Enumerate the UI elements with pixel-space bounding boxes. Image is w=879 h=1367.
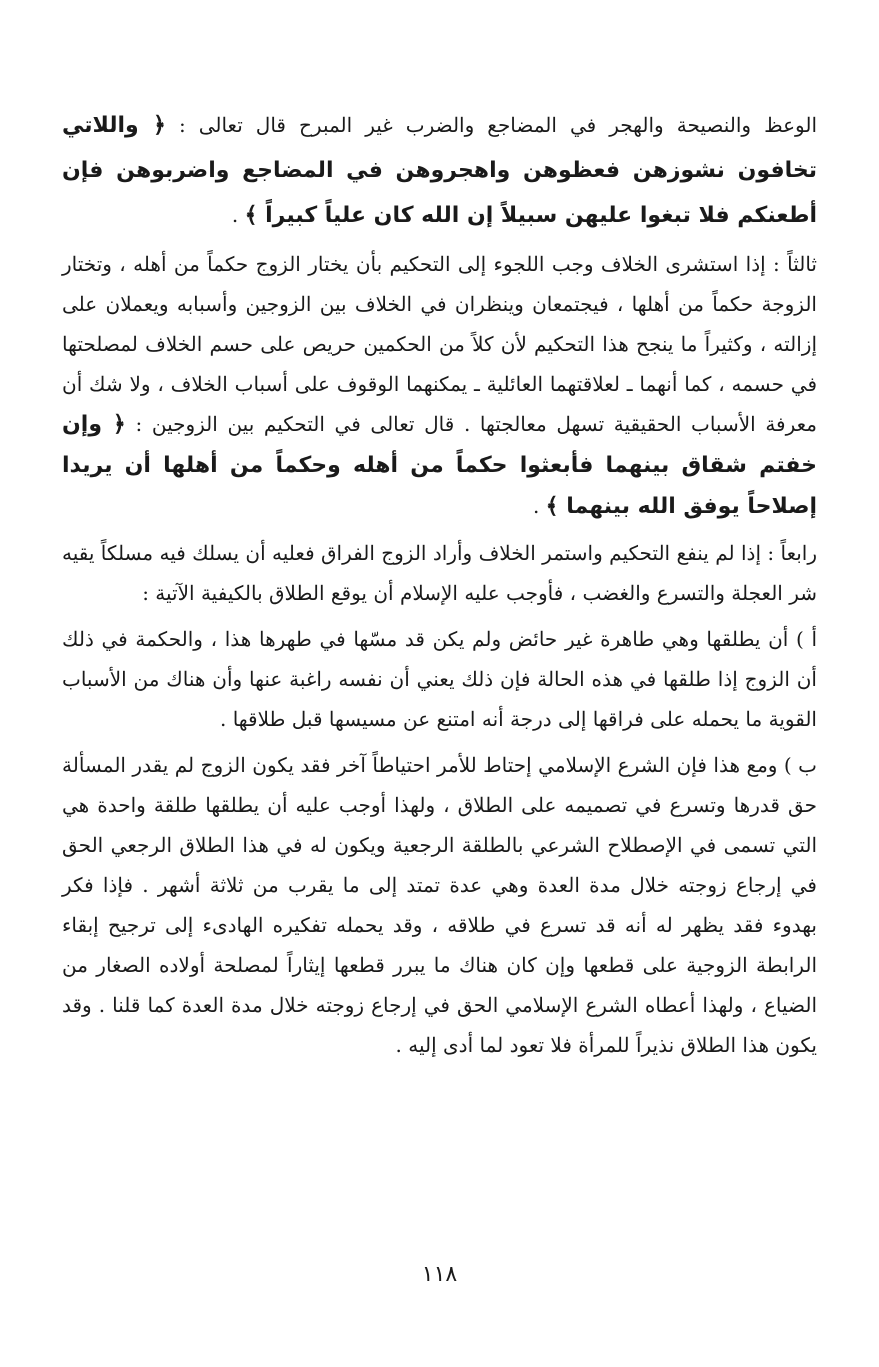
- page-number: ١١٨: [421, 1262, 458, 1287]
- page-body: [62, 95, 817, 1071]
- paragraph-item-b: ب ) ومع هذا فإن الشرع الإسلامي إحتاط للأمر احتياطاً آخر فقد يكون الزوج لم يقدر المسألة حق قدرها وتسرع في تصميمه على الطلاق ، ولهذا أوجب عليه أن يطلقها طلقة واحدة هي التي تسمى في الإصطلاح الشرعي بالطلقة الرجعية ويكون له في هذا الطلاق الرجعي الحق في إرجاع زوجته خلال مدة العدة وهي عدة تمتد إلى ما يقرب من ثلاثة أشهر . فإذا فكر بهدوء فقد يظهر له أنه قد تسرع في طلاقه ، وقد يحمله تفكيره الهادىء إلى ترجيح إبقاء الرابطة الزوجية على قطعها وإن كان هناك ما يبرر قطعها إيثاراً لمصلحة أولاده الصغار من الضياع ، ولهذا أعطاه الشرع الإسلامي الحق في إرجاع زوجته خلال مدة العدة كما قلنا . وقد يكون هذا الطلاق نذيراً للمرأة فلا تعود لما أدى إليه .: [62, 753, 818, 1057]
- paragraph-verse-nushuz: [62, 103, 817, 238]
- paragraph-arbitration: [62, 244, 817, 527]
- quran-quote: ﴿ واللاتي تخافون نشوزهن فعظوهن واهجروهن في المضاجع واضربوهن فإن أطعنكم فلا تبغوا عليهن سبيلاً إن الله كان علياً كبيراً ﴾: [62, 113, 817, 228]
- paragraph-text: ثالثاً : إذا استشرى الخلاف وجب اللجوء إلى التحكيم بأن يختار الزوج حكماً من أهله ، وتختار الزوجة حكماً من أهلها ، فيجتمعان وينظران في الخلاف بين الزوجين وأسبابه ويعملان على إزالته ، وكثيراً ما ينجح هذا التحكيم لأن كلاً من الحكمين حريص على حسم الخلاف لمصلحتها في حسمه ، كما أنهما ـ لعلاقتهما العائلية ـ يمكنهما الوقوف على أسباب الخلاف ، ولا شك أن معرفة الأسباب الحقيقية تسهل معالجتها .: [62, 252, 818, 436]
- paragraph-intro: قال تعالى في التحكيم بين الزوجين :: [125, 412, 455, 436]
- paragraph-end: .: [231, 203, 245, 227]
- paragraph-item-a: أ ) أن يطلقها وهي طاهرة غير حائض ولم يكن قد مسّها في طهرها هذا ، والحكمة في ذلك أن الزوج إذا طلقها في هذه الحالة فإن ذلك يعني أن نفسه راغبة عنها وأن هناك من الأسباب القوية ما يحمله على فراقها إلى درجة أنه امتنع عن مسيسها قبل طلاقها .: [62, 627, 817, 731]
- paragraph-fourth: رابعاً : إذا لم ينفع التحكيم واستمر الخلاف وأراد الزوج الفراق فعليه أن يسلك فيه مسلكاً يقيه شر العجلة والتسرع والغضب ، فأوجب عليه الإسلام أن يوقع الطلاق بالكيفية الآتية :: [62, 541, 817, 605]
- paragraph-text: الوعظ والنصيحة والهجر في المضاجع والضرب غير المبرح قال تعالى :: [165, 113, 817, 137]
- paragraph-end: .: [532, 494, 546, 518]
- quran-quote: ﴿ وإن خفتم شقاق بينهما فأبعثوا حكماً من أهله وحكماً من أهلها أن يريدا إصلاحاً يوفق الله بينهما ﴾: [62, 412, 817, 519]
